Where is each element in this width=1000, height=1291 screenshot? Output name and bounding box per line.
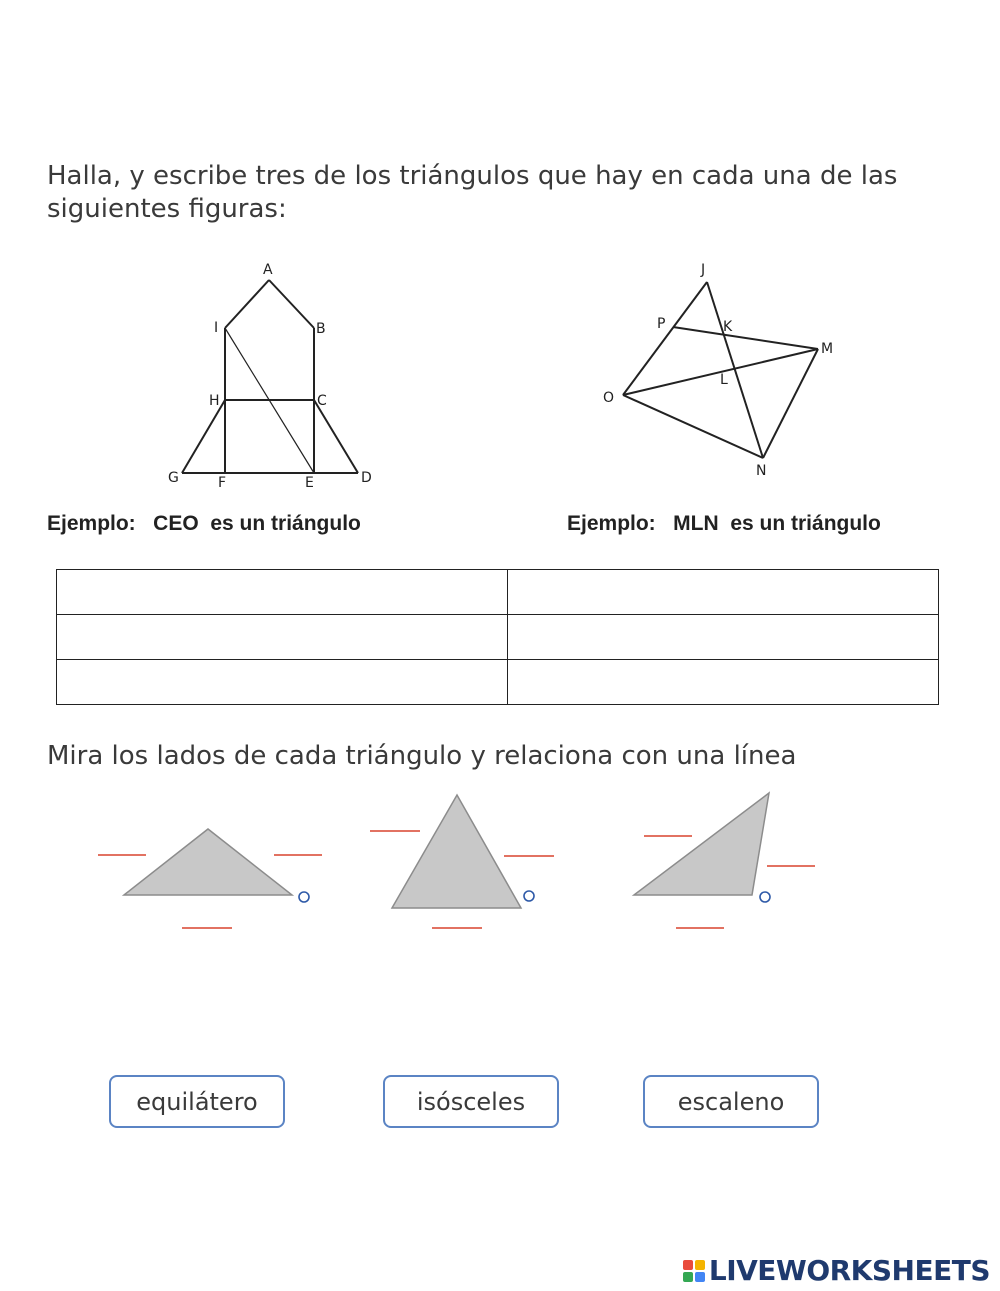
logo-tile [683, 1272, 693, 1282]
figure-2-labels [603, 262, 833, 479]
answer-cell [57, 660, 508, 705]
answer-input-3-2[interactable] [508, 660, 938, 704]
logo-tile [695, 1272, 705, 1282]
triangle-1-shape [124, 829, 292, 895]
table-row [57, 615, 939, 660]
figure-2 [623, 282, 818, 458]
option-escaleno[interactable]: escaleno [643, 1075, 819, 1128]
answer-input-1-2[interactable] [508, 570, 938, 614]
logo-text: LIVEWORKSHEETS [708, 1254, 990, 1287]
option-equilatero[interactable]: equilátero [109, 1075, 285, 1128]
triangle-2-shape [392, 795, 521, 908]
answer-input-2-2[interactable] [508, 615, 938, 659]
segment-AB [269, 280, 314, 328]
segment-MN [763, 349, 818, 458]
triangle-1 [98, 829, 322, 928]
segment-JN [707, 282, 763, 458]
triangle-1-connector[interactable] [299, 892, 309, 902]
instruction-line-2: siguientes figuras: [47, 194, 287, 224]
label-N: N [756, 463, 767, 479]
segment-GH [182, 400, 225, 473]
answer-table [56, 569, 939, 705]
answer-input-1-1[interactable] [57, 570, 507, 614]
triangle-2 [370, 795, 554, 928]
label-K: K [723, 319, 733, 335]
segment-IA [225, 280, 269, 328]
logo-tile [683, 1260, 693, 1270]
label-I: I [214, 320, 219, 336]
label-H: H [209, 393, 220, 409]
label-M: M [821, 341, 834, 357]
example-left: Ejemplo: CEO es un triángulo [47, 512, 361, 535]
answer-cell [508, 660, 939, 705]
triangle-3-connector[interactable] [760, 892, 770, 902]
label-P: P [657, 316, 666, 332]
triangle-3 [634, 793, 815, 928]
label-B: B [316, 321, 326, 337]
triangle-3-shape [634, 793, 769, 895]
label-C: C [317, 393, 327, 409]
label-J: J [701, 262, 706, 278]
option-isosceles[interactable]: isósceles [383, 1075, 559, 1128]
label-L: L [720, 372, 728, 388]
label-O: O [603, 390, 615, 406]
liveworksheets-logo [683, 1254, 990, 1287]
answer-cell [57, 615, 508, 660]
segment-ON [623, 395, 763, 458]
table-row [57, 570, 939, 615]
relate-instruction: Mira los lados de cada triángulo y relaciona con una línea [47, 741, 797, 771]
answer-cell [57, 570, 508, 615]
label-G: G [168, 470, 179, 486]
figure-1 [182, 280, 358, 473]
label-F: F [218, 475, 227, 491]
table-row [57, 660, 939, 705]
segment-PM [673, 327, 818, 349]
triangle-2-connector[interactable] [524, 891, 534, 901]
answer-input-3-1[interactable] [57, 660, 507, 704]
instruction-line-1: Halla, y escribe tres de los triángulos que hay en cada una de las [47, 161, 898, 191]
answer-cell [508, 615, 939, 660]
segment-CD [314, 400, 358, 473]
figure-1-labels [168, 262, 372, 491]
logo-tile [695, 1260, 705, 1270]
label-D: D [361, 470, 372, 486]
label-E: E [305, 475, 314, 491]
answer-cell [508, 570, 939, 615]
logo-tiles-icon [683, 1260, 705, 1282]
answer-input-2-1[interactable] [57, 615, 507, 659]
example-right: Ejemplo: MLN es un triángulo [567, 512, 881, 535]
label-A: A [263, 262, 273, 278]
